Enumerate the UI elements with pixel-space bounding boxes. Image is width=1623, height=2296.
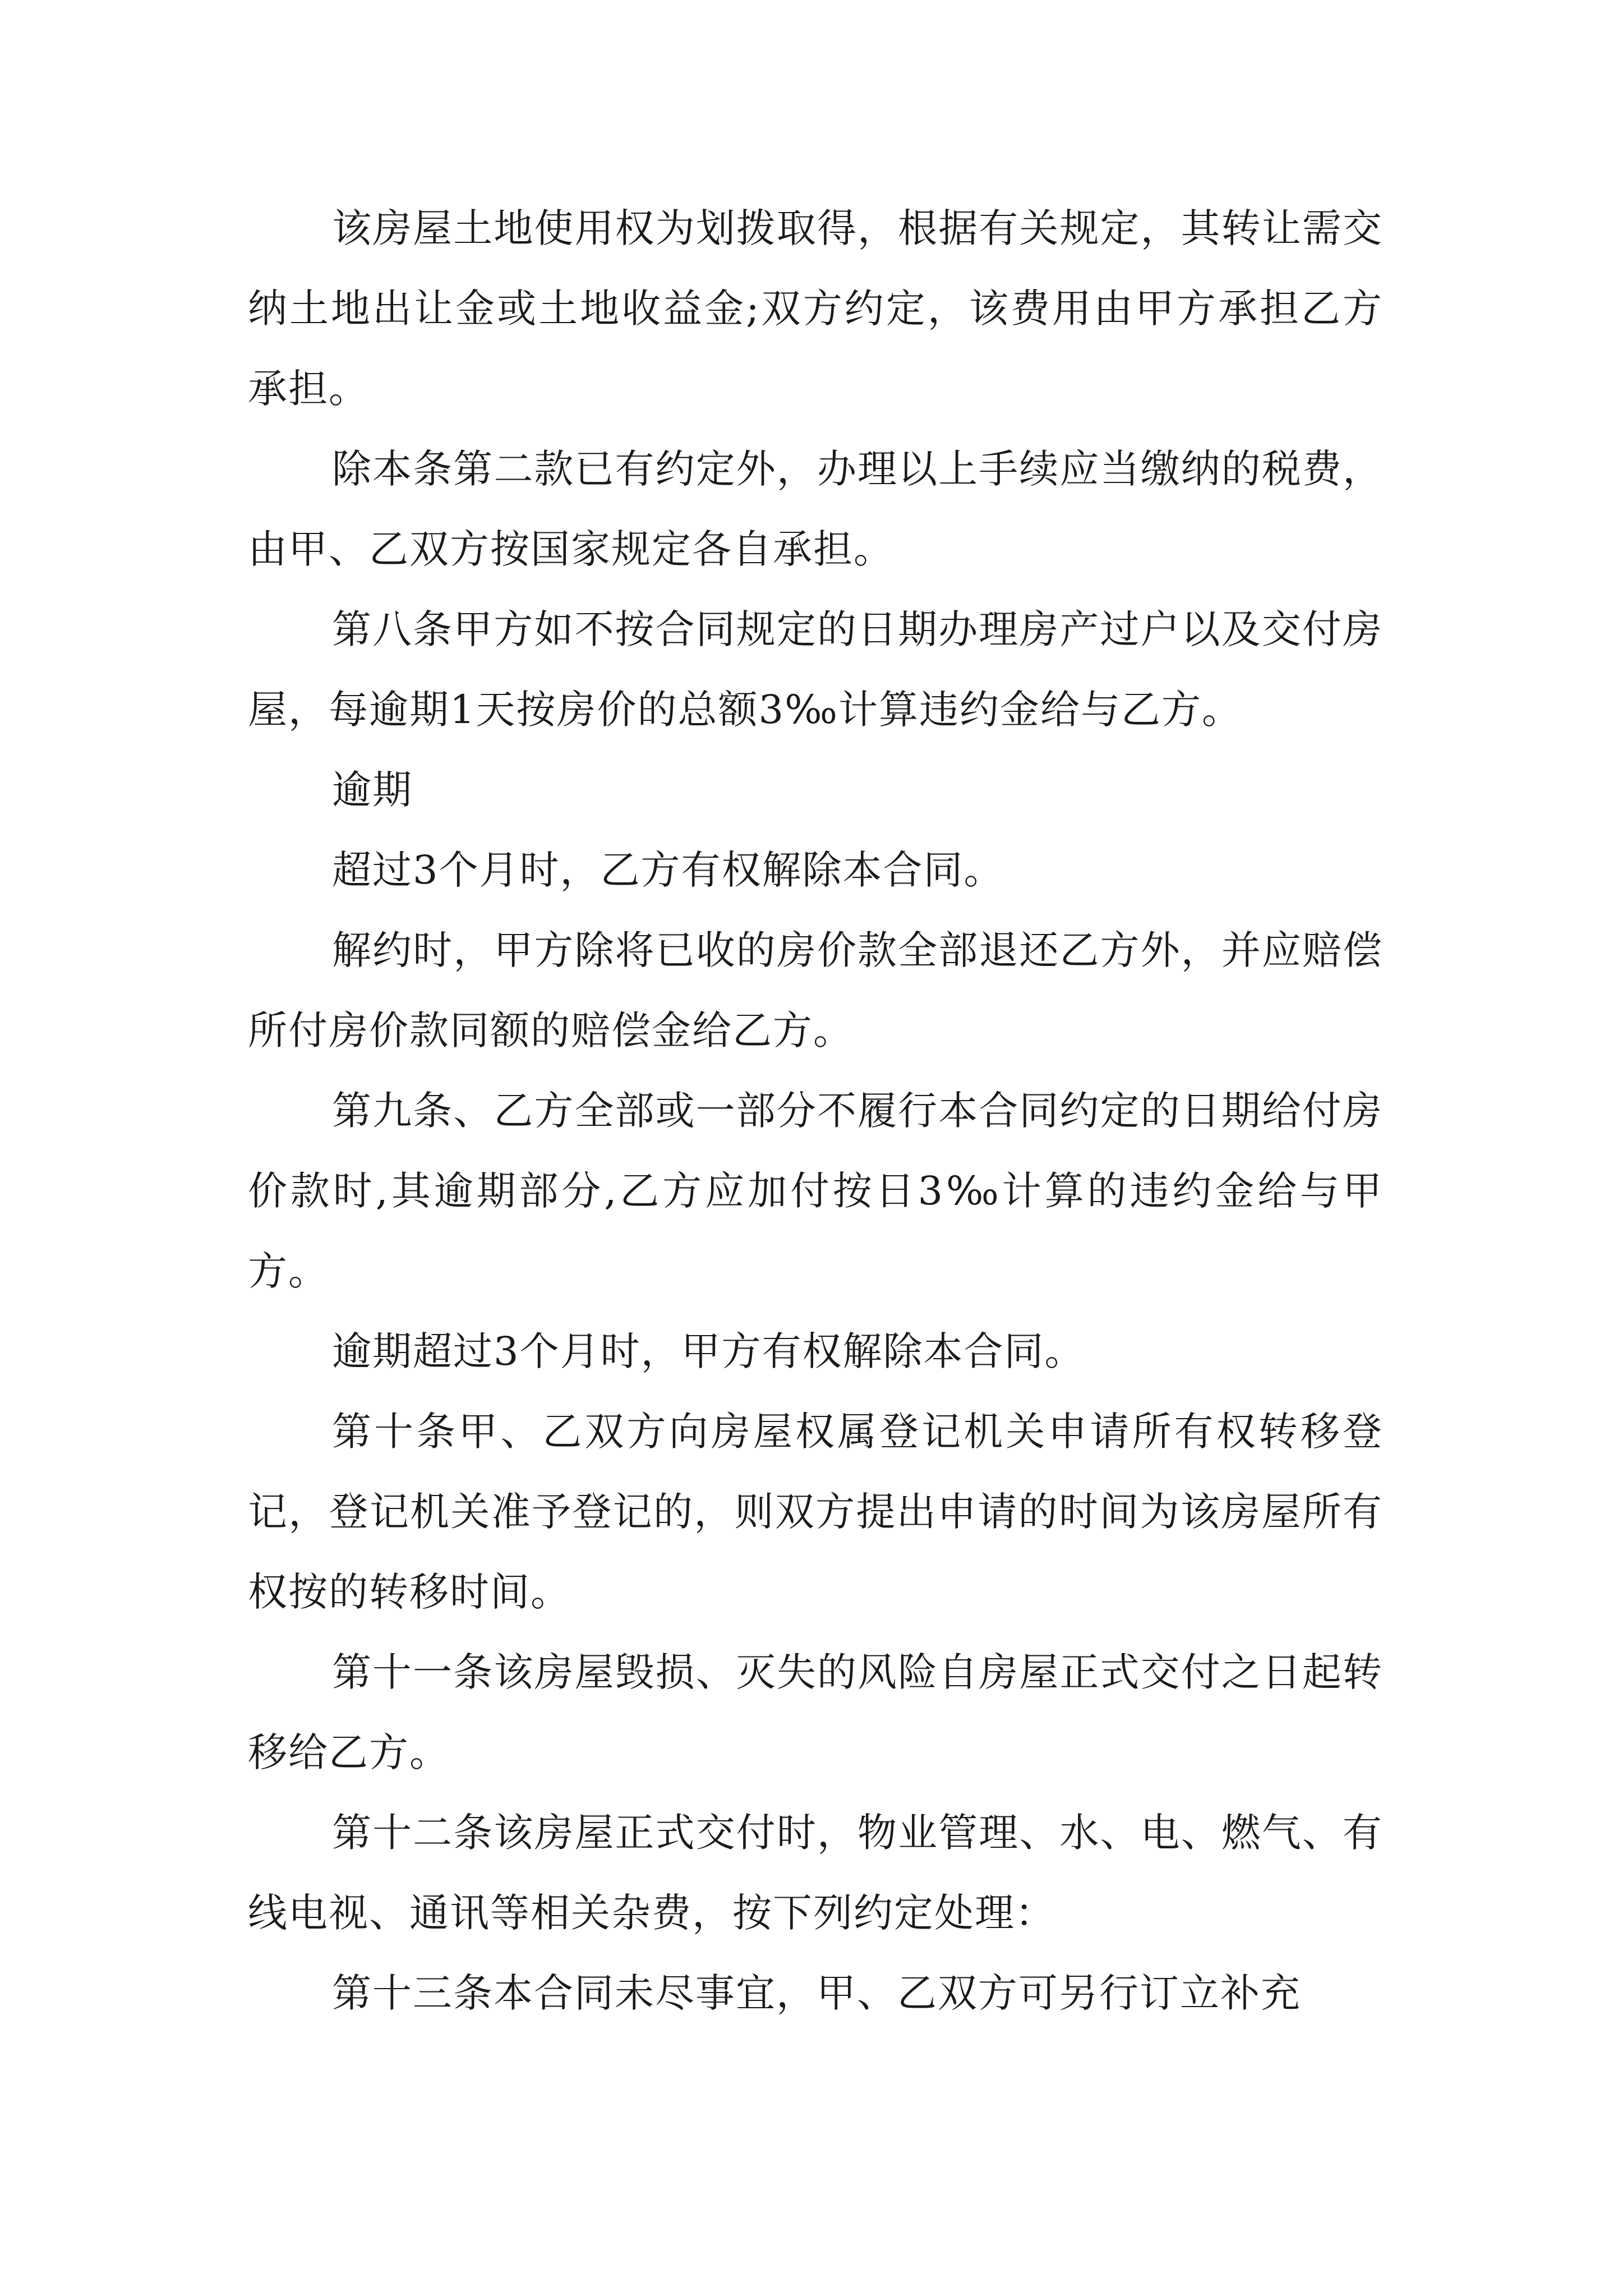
paragraph-article-11: 第十一条该房屋毁损、灭失的风险自房屋正式交付之日起转移给乙方。 — [248, 1649, 1383, 1775]
paragraph-land-use-right: 该房屋土地使用权为划拨取得，根据有关规定，其转让需交纳土地出让金或土地收益金;双方约定，该费用由甲方承担乙方承担。 — [248, 205, 1383, 412]
paragraph-article-9: 第九条、乙方全部或一部分不履行本合同约定的日期给付房价款时,其逾期部分,乙方应加付按日3‰计算的违约金给与甲方。 — [248, 1088, 1383, 1294]
paragraph-article-10: 第十条甲、乙双方向房屋权属登记机关申请所有权转移登记，登记机关准予登记的，则双方提出申请的时间为该房屋所有权按的转移时间。 — [248, 1409, 1383, 1615]
paragraph-article-8: 第八条甲方如不按合同规定的日期办理房产过户以及交付房屋，每逾期1天按房价的总额3‰计算违约金给与乙方。 — [248, 606, 1383, 733]
paragraph-overdue: 逾期 — [332, 767, 413, 813]
paragraph-taxes: 除本条第二款已有约定外，办理以上手续应当缴纳的税费，由甲、乙双方按国家规定各自承担。 — [248, 446, 1383, 572]
paragraph-over-3-months-seller: 逾期超过3个月时，甲方有权解除本合同。 — [332, 1328, 1085, 1374]
paragraph-article-12: 第十二条该房屋正式交付时，物业管理、水、电、燃气、有线电视、通讯等相关杂费，按下列约定处理： — [248, 1810, 1383, 1936]
paragraph-termination: 解约时，甲方除将已收的房价款全部退还乙方外，并应赔偿所付房价款同额的赔偿金给乙方。 — [248, 927, 1383, 1053]
paragraph-article-13: 第十三条本合同未尽事宜，甲、乙双方可另行订立补充 — [332, 1970, 1301, 2016]
paragraph-over-3-months-buyer: 超过3个月时，乙方有权解除本合同。 — [332, 847, 1004, 893]
document-body — [248, 188, 1383, 2033]
